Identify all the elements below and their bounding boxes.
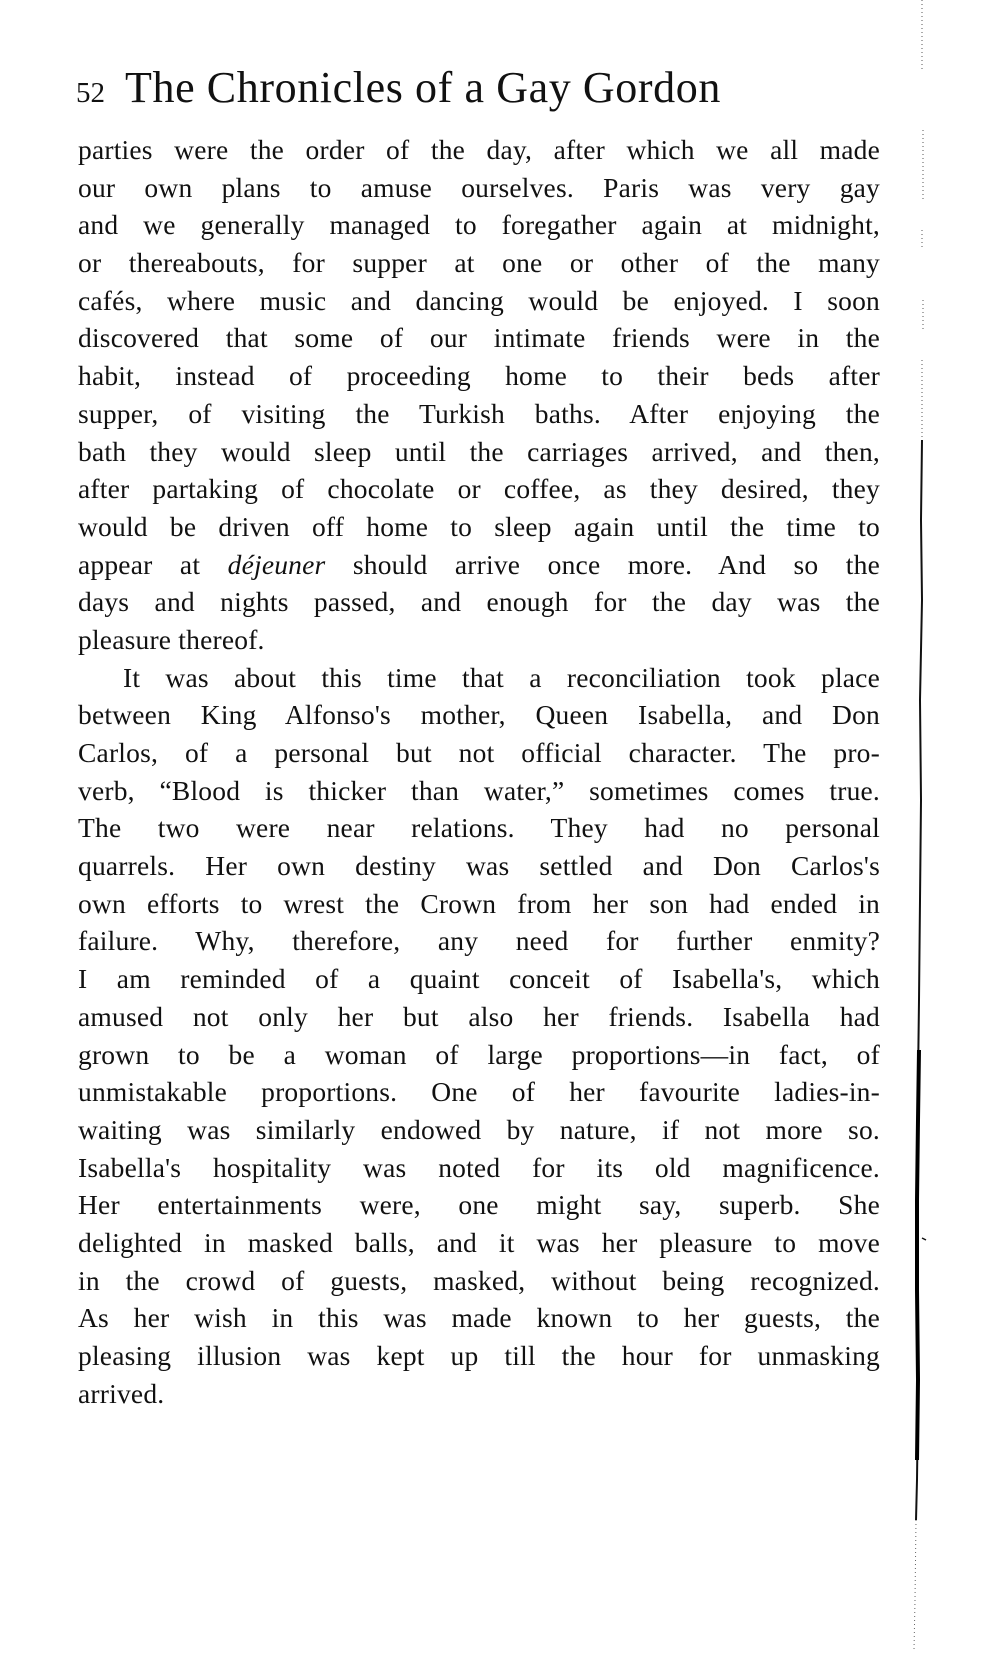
text-line: cafés, where music and dancing would be enjoyed. I soon	[78, 284, 880, 316]
paragraph-start-line: It was about this time that a reconciliation took place	[123, 661, 880, 693]
text-line: our own plans to amuse ourselves. Paris was very gay	[78, 171, 880, 203]
text-line: own efforts to wrest the Crown from her son had ended in	[78, 887, 880, 919]
text-line: Carlos, of a personal but not official character. The pro-	[78, 737, 880, 768]
text-line: verb, “Blood is thicker than water,” sometimes comes true.	[78, 774, 880, 806]
text-line: and we generally managed to foregather again at midnight,	[78, 209, 880, 241]
text-segment: should arrive once more. And so the	[325, 548, 881, 580]
text-line: between King Alfonso's mother, Queen Isabella, and Don	[78, 699, 880, 731]
text-line: Her entertainments were, one might say, superb. She	[78, 1189, 880, 1221]
text-line: amused not only her but also her friends. Isabella had	[78, 1000, 880, 1032]
text-line: I am reminded of a quaint conceit of Isabella's, which	[78, 963, 880, 995]
text-line: or thereabouts, for supper at one or other of the many	[78, 247, 880, 279]
binding-edge-icon	[906, 0, 946, 1655]
text-line: Isabella's hospitality was noted for its old magnificence.	[78, 1151, 880, 1183]
text-line: quarrels. Her own destiny was settled and Don Carlos's	[78, 850, 880, 882]
text-line-with-italic	[78, 546, 880, 584]
text-line: habit, instead of proceeding home to their beds after	[78, 360, 880, 392]
text-line: delighted in masked balls, and it was her pleasure to move	[78, 1226, 880, 1258]
text-line: As her wish in this was made known to her guests, the	[78, 1302, 880, 1334]
running-header	[76, 62, 876, 114]
running-title: The Chronicles of a Gay Gordon	[125, 63, 721, 112]
binding-edge-shadow	[906, 0, 946, 1655]
text-line: supper, of visiting the Turkish baths. After enjoying the	[78, 397, 880, 429]
text-line: The two were near relations. They had no personal	[78, 812, 880, 844]
text-line: bath they would sleep until the carriages arrived, and then,	[78, 435, 880, 467]
italic-word: déjeuner	[227, 548, 326, 580]
text-line: in the crowd of guests, masked, without being recognized.	[78, 1264, 880, 1296]
text-line: grown to be a woman of large proportions—in fact, of	[78, 1038, 880, 1070]
text-line: days and nights passed, and enough for the day was the	[78, 586, 880, 618]
text-line: pleasing illusion was kept up till the hour for unmasking	[78, 1340, 880, 1371]
text-line: failure. Why, therefore, any need for further enmity?	[78, 925, 880, 957]
text-line: waiting was similarly endowed by nature, if not more so.	[78, 1113, 880, 1145]
text-line: parties were the order of the day, after which we all made	[78, 134, 880, 165]
text-segment: appear at	[78, 548, 228, 580]
text-line: discovered that some of our intimate friends were in the	[78, 322, 880, 354]
page-number: 52	[76, 77, 105, 109]
paragraph-end-line: arrived.	[78, 1377, 165, 1409]
body-text	[78, 131, 880, 1412]
text-line: would be driven off home to sleep again until the time to	[78, 510, 880, 542]
paragraph-end-line: pleasure thereof.	[78, 623, 265, 655]
text-line: unmistakable proportions. One of her favourite ladies-in-	[78, 1076, 880, 1108]
text-line: after partaking of chocolate or coffee, as they desired, they	[78, 473, 880, 505]
